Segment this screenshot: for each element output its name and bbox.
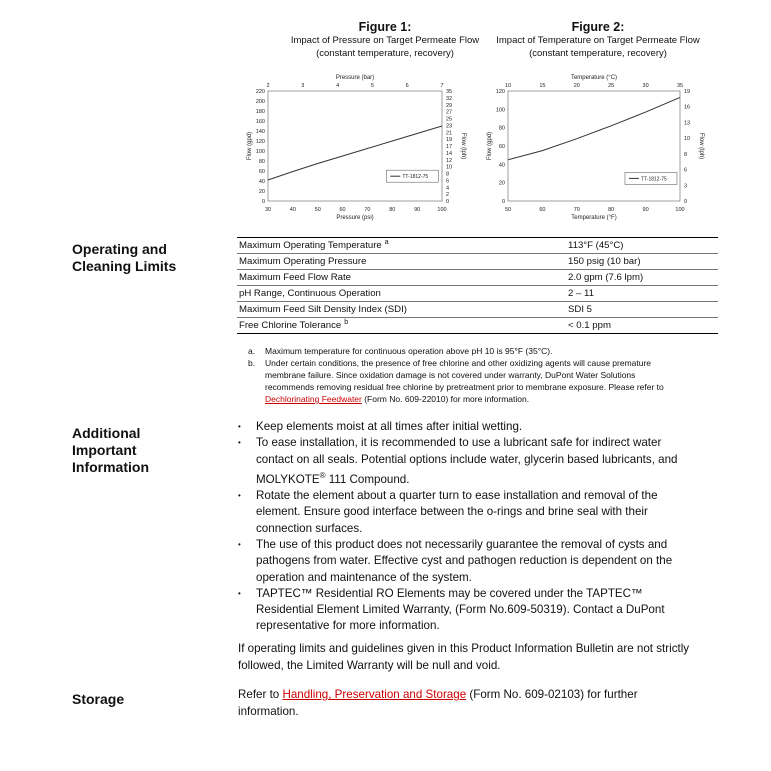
storage-text: (Form No. 609-02103) for further	[466, 688, 638, 701]
chart-figure1-y2-tick-label: 10	[446, 164, 453, 171]
bullet-item	[238, 488, 708, 537]
chart-figure1-y-tick-label: 200	[255, 99, 265, 105]
chart-figure1-y2-tick-label: 27	[446, 109, 453, 116]
bullet-line: operation and maintenance of the system.	[256, 570, 472, 584]
chart-figure1-y-tick-label: 80	[258, 159, 265, 165]
figure-1-svg	[236, 70, 476, 225]
operating-heading	[72, 241, 176, 275]
chart-figure2-y2-tick-label: 6	[684, 167, 688, 174]
warranty-paragraph	[238, 641, 718, 674]
figure-2-subtitle: Impact of Temperature on Target Permeate Flow	[496, 35, 700, 46]
limits-row	[237, 270, 718, 286]
chart-figure1-y-tick-label: 20	[258, 189, 265, 195]
note-a-text: Maximum temperature for continuous operation above pH 10 is 95°F (35°C).	[265, 346, 553, 356]
chart-figure1-x2-tick-label: 4	[336, 83, 340, 89]
bullet-text: Keep elements moist at all times after initial wetting.	[256, 420, 523, 433]
bullet-line: MOLYKOTE	[256, 472, 320, 486]
note-b-end: (Form No. 609-22010) for more information.	[361, 394, 530, 404]
bullet-item	[238, 435, 708, 488]
limit-value: 2.0 gpm (7.6 lpm)	[568, 270, 718, 286]
operating-heading-line: Cleaning Limits	[72, 258, 177, 274]
chart-figure1-x2-tick-label: 5	[370, 83, 374, 89]
chart-figure1-y-axis-label: Flow (gpd)	[247, 131, 253, 161]
chart-figure2-x2-tick-label: 10	[504, 83, 512, 89]
figure-2-chart	[478, 70, 718, 225]
limit-label-cell	[237, 302, 568, 318]
bullet-line: contact on all seals. Potential options include water, glycerin based lubricants, and	[256, 452, 678, 466]
limit-value: 113°F (45°C)	[568, 238, 718, 254]
bullet-line: Residential Element Limited Warranty, (Form No.609-50319). Contact a DuPont	[256, 603, 665, 617]
chart-figure1-x2-tick-label: 7	[440, 83, 444, 89]
chart-figure2-x-tick-label: 80	[608, 207, 615, 213]
chart-figure1-y-tick-label: 100	[255, 149, 265, 155]
limits-table-wrap	[237, 237, 718, 334]
limit-label-cell	[237, 270, 568, 286]
chart-figure2-x-tick-label: 50	[504, 207, 512, 213]
limits-row	[237, 318, 718, 334]
chart-figure1-y2-tick-label: 32	[446, 95, 453, 102]
storage-paragraph	[238, 687, 718, 720]
chart-figure1-y-tick-label: 160	[255, 119, 265, 125]
note-b-line: recommends removing residual free chlorine by pretreatment prior to membrane exposure. Please refer to	[265, 382, 664, 392]
chart-figure1-x-tick-label: 30	[264, 207, 272, 213]
warranty-line: If operating limits and guidelines given in this Product Information Bulletin are not strictly	[238, 642, 690, 655]
limits-table	[237, 237, 718, 334]
chart-figure1-y2-tick-label: 19	[446, 137, 453, 144]
limit-value: < 0.1 ppm	[568, 318, 718, 334]
chart-figure1-y-tick-label: 40	[258, 179, 265, 185]
bullet-dot: •	[238, 539, 241, 549]
limit-value: 150 psig (10 bar)	[568, 254, 718, 270]
chart-figure2-x2-tick-label: 25	[608, 83, 615, 89]
bullet-line: 111 Compound.	[325, 472, 410, 486]
chart-figure1-y-tick-label: 0	[261, 199, 265, 205]
chart-figure1-x2-axis-label: Pressure (bar)	[335, 75, 375, 81]
bullet-dot: •	[238, 438, 241, 448]
additional-heading-line: Additional	[72, 425, 141, 441]
chart-figure1-y2-tick-label: 0	[446, 199, 450, 205]
chart-figure2-y2-tick-label: 8	[684, 151, 688, 158]
footnote-marker: a	[384, 239, 389, 247]
storage-text: information.	[238, 704, 299, 718]
limit-label: pH Range, Continuous Operation	[239, 288, 381, 299]
chart-figure1-x2-tick-label: 3	[301, 83, 305, 89]
bullet-dot: •	[238, 422, 241, 431]
chart-figure1-y2-tick-label: 17	[446, 144, 453, 150]
chart-figure2-y2-tick-label: 10	[684, 136, 691, 143]
chart-figure2-x2-tick-label: 35	[676, 83, 684, 89]
chart-figure1-y2-tick-label: 6	[446, 178, 450, 185]
dechlorinating-feedwater-link[interactable]: Dechlorinating Feedwater	[265, 394, 362, 404]
additional-heading-line: Important	[72, 442, 137, 458]
chart-figure1-y2-tick-label: 2	[446, 192, 450, 199]
chart-figure2-x2-axis-label: Temperature (°C)	[570, 75, 618, 81]
bullet-line: element. Ensure good interface between the o-rings and brine seal with their	[256, 505, 648, 519]
limit-value: SDI 5	[568, 302, 718, 318]
operating-heading-line: Operating and	[72, 241, 167, 257]
chart-figure1-y-tick-label: 220	[255, 89, 265, 95]
limits-row	[237, 302, 718, 318]
bullet-item	[238, 586, 708, 635]
chart-figure1-x-tick-label: 90	[414, 207, 421, 213]
bullet-line: connection surfaces.	[256, 521, 363, 535]
chart-figure1-y2-tick-label: 8	[446, 171, 450, 178]
chart-figure2-y2-tick-label: 13	[684, 120, 691, 127]
chart-figure1-y2-tick-label: 35	[446, 89, 453, 95]
chart-figure1-plot-area	[268, 91, 442, 201]
note-letter: a.	[248, 346, 256, 356]
bullet-line: TAPTEC™ Residential RO Elements may be covered under the TAPTEC™	[256, 586, 643, 600]
chart-figure1-x-tick-label: 40	[289, 207, 296, 213]
storage-text: Refer to	[238, 688, 283, 701]
chart-figure2-y-tick-label: 0	[501, 199, 505, 205]
bullet-line: representative for more information.	[256, 619, 440, 633]
chart-figure1-y2-tick-label: 25	[446, 116, 453, 123]
chart-figure2-series-line	[508, 97, 680, 159]
chart-figure2-x2-tick-label: 30	[642, 83, 649, 89]
limits-notes	[248, 345, 698, 405]
chart-figure2-y-tick-label: 20	[498, 180, 505, 187]
chart-figure1-x2-tick-label: 6	[405, 83, 409, 89]
chart-figure1-y2-tick-label: 29	[446, 102, 453, 109]
chart-figure1-x-tick-label: 60	[339, 207, 346, 213]
bullet-text	[256, 488, 658, 537]
storage-heading: Storage	[72, 691, 125, 707]
info-bullets	[238, 419, 708, 635]
chart-figure2-y2-tick-label: 19	[684, 89, 691, 95]
warranty-line: followed, the Limited Warranty will be null and void.	[238, 658, 501, 672]
bullet-text	[256, 586, 665, 635]
figure-1-title: Figure 1:	[358, 20, 412, 34]
chart-figure1-x-tick-label: 80	[389, 207, 396, 213]
limit-label: Maximum Operating Pressure	[239, 256, 367, 267]
chart-figure1-y2-tick-label: 14	[446, 150, 453, 157]
chart-figure1-y2-tick-label: 12	[446, 157, 453, 164]
figure-1-chart	[236, 70, 476, 225]
chart-figure1-x2-tick-label: 2	[266, 83, 270, 89]
chart-figure2-x-axis-label: Temperature (°F)	[571, 215, 617, 221]
chart-figure2-y-axis-label: Flow (gpd)	[487, 131, 493, 161]
note-b-line: Under certain conditions, the presence of free chlorine and other oxidizing agents will cause premature	[265, 358, 652, 368]
bullet-line: pathogens from water. Effective cyst and pathogen reduction is dependent on the	[256, 554, 673, 568]
chart-figure2-x-tick-label: 70	[573, 207, 580, 213]
footnote-marker: b	[344, 319, 349, 327]
figure-2-title: Figure 2:	[571, 20, 625, 34]
limit-label: Maximum Operating Temperature	[239, 240, 382, 252]
chart-figure1-x-axis-label: Pressure (psi)	[336, 215, 374, 221]
chart-figure2-y-tick-label: 60	[498, 144, 505, 150]
chart-figure1-y2-axis-label: Flow (lph)	[460, 132, 466, 160]
figure-1-subtitle-2: (constant temperature, recovery)	[316, 48, 454, 59]
registered-mark: ®	[319, 470, 326, 480]
limits-row	[237, 238, 718, 254]
chart-figure2-x-tick-label: 60	[539, 207, 546, 213]
note-b-text	[265, 357, 664, 405]
chart-figure1-x-tick-label: 70	[364, 207, 371, 213]
bullet-item	[238, 537, 708, 586]
chart-figure1-y-tick-label: 140	[255, 129, 265, 135]
bullet-dot: •	[238, 491, 241, 501]
chart-figure2-y-tick-label: 120	[495, 89, 505, 95]
limit-label: Maximum Feed Flow Rate	[239, 272, 351, 283]
chart-figure1-y2-tick-label: 4	[446, 185, 450, 192]
note-b-line: membrane failure. Since oxidation damage is not covered under warranty, DuPont Water Solutions	[265, 370, 636, 380]
limit-label: Free Chlorine Tolerance	[239, 320, 342, 332]
chart-figure2-y-tick-label: 100	[495, 107, 505, 114]
limit-value: 2 – 11	[568, 286, 718, 302]
limit-label-cell	[237, 286, 568, 302]
note-letter: b.	[248, 358, 256, 368]
chart-figure2-x-tick-label: 100	[675, 207, 685, 213]
chart-figure1-legend-label: TT-1812-75	[402, 174, 429, 181]
additional-heading-line: Information	[72, 459, 149, 475]
note-a	[248, 345, 698, 357]
limit-label: Maximum Feed Silt Density Index (SDI)	[239, 304, 407, 315]
figure-2-svg	[478, 70, 718, 225]
chart-figure2-x-tick-label: 90	[642, 207, 649, 213]
chart-figure1-y-tick-label: 60	[258, 169, 265, 175]
limits-row	[237, 254, 718, 270]
note-b	[248, 357, 698, 405]
chart-figure2-y2-axis-label: Flow (lph)	[698, 132, 704, 160]
handling-preservation-storage-link[interactable]: Handling, Preservation and Storage	[282, 688, 467, 701]
limit-label-cell	[237, 318, 568, 334]
chart-figure2-x2-tick-label: 15	[539, 83, 546, 89]
chart-figure2-y-tick-label: 40	[498, 162, 505, 169]
chart-figure2-y-tick-label: 80	[498, 125, 505, 132]
chart-figure1-y2-tick-label: 21	[446, 130, 453, 137]
bullet-line: To ease installation, it is recommended to use a lubricant safe for indirect water	[256, 436, 662, 450]
figure-1-subtitle: Impact of Pressure on Target Permeate Flow	[290, 35, 480, 46]
chart-figure1-y2-tick-label: 23	[446, 123, 453, 130]
chart-figure2-x2-tick-label: 20	[573, 83, 580, 89]
chart-figure1-y-tick-label: 120	[255, 139, 265, 145]
figure-2-header	[463, 20, 733, 60]
chart-figure2-y2-tick-label: 16	[684, 104, 691, 111]
bullet-text	[256, 435, 678, 488]
chart-figure2-y2-tick-label: 3	[684, 183, 688, 190]
limit-label-cell	[237, 238, 568, 254]
limit-label-cell	[237, 254, 568, 270]
bullet-text	[256, 537, 672, 586]
bullet-line: The use of this product does not necessarily guarantee the removal of cysts and	[256, 537, 668, 551]
chart-figure1-y-tick-label: 180	[255, 109, 265, 115]
chart-figure2-legend-label: TT-1812-75	[640, 176, 667, 183]
figure-2-subtitle-2: (constant temperature, recovery)	[529, 48, 667, 59]
bullet-line: Rotate the element about a quarter turn to ease installation and removal of the	[256, 489, 658, 503]
chart-figure2-y2-tick-label: 0	[684, 199, 688, 205]
bullet-item	[238, 419, 708, 435]
chart-figure1-x-tick-label: 50	[314, 207, 321, 213]
bullet-dot: •	[238, 588, 241, 598]
limits-row	[237, 286, 718, 302]
chart-figure1-x-tick-label: 100	[437, 207, 447, 213]
additional-heading	[72, 425, 149, 476]
